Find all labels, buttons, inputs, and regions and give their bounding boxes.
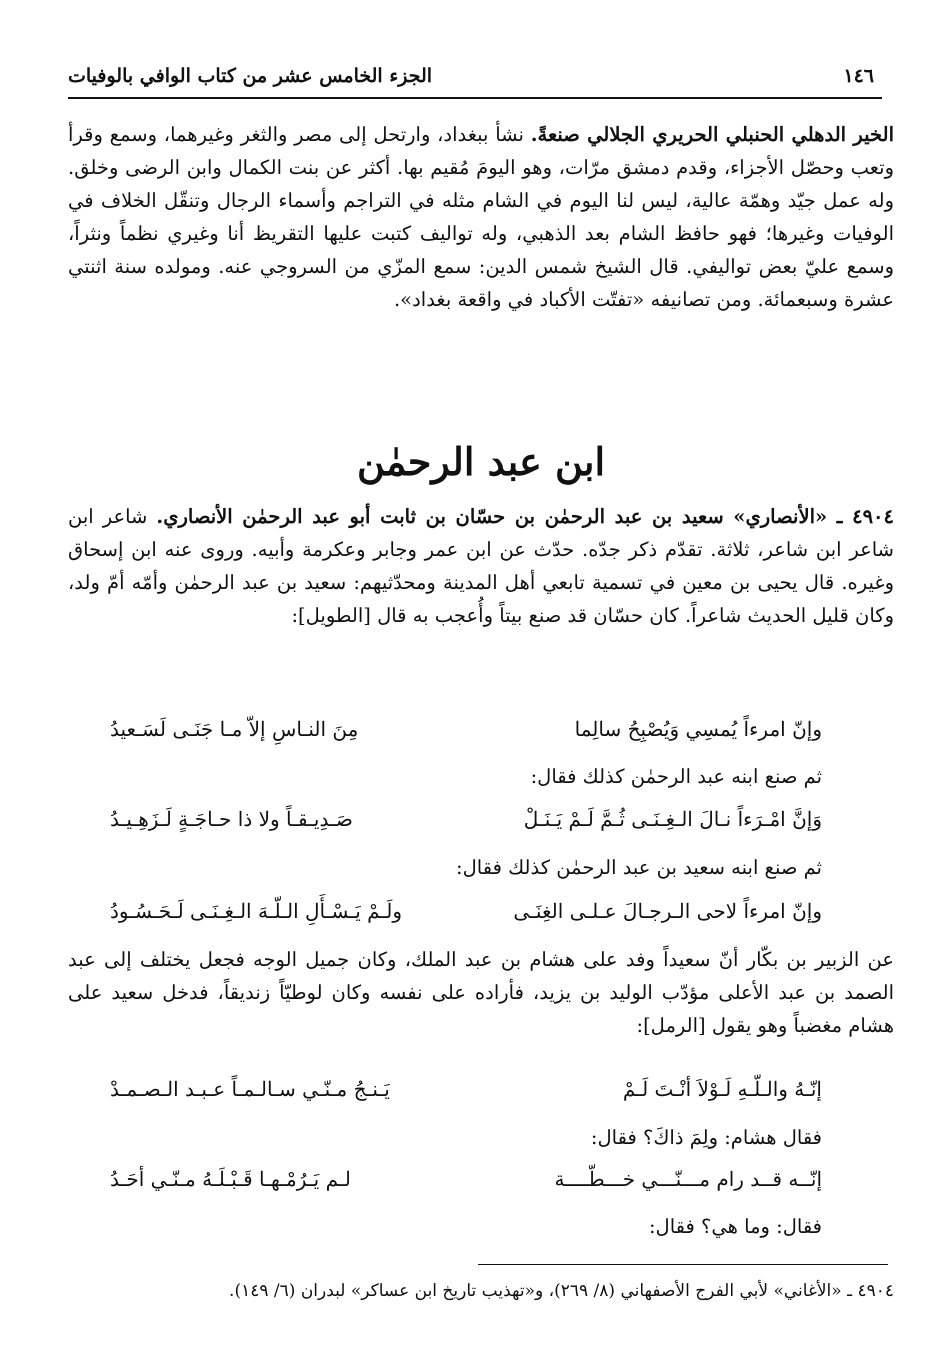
verse-hemistich-second: صَـدِيـقـاً ولا ذا حـاجَـةٍ لَـزَهِـيـدُ [110,807,353,831]
verse-hemistich-second: ولَـمْ يَـسْـأَلِ الـلّـهَ الـغِـنَـى لَـحَـسُـودُ [110,899,403,923]
verse-intro: ثم صنع ابنه عبد الرحمٰن كذلك فقال: [530,765,822,788]
verse-hemistich-first: وإنّ امرءاً يُمسِي وَيُصْبِحُ سالِما [574,717,822,741]
verse-intro: فقال: وما هي؟ فقال: [648,1215,822,1238]
verse-line [110,712,822,746]
verse-hemistich-second: لـم يَـرُمْـهـا قَـبْـلَـهُ مـنّـي أحَـدُ [110,1167,351,1191]
section-title: ابن عبد الرحمٰن [356,439,606,484]
verse-hemistich-first: إنّــه قــد رام مـــنّـــي خـــطّــــة [554,1167,822,1191]
verse-intro: فقال هشام: ولِمَ ذاكَ؟ فقال: [590,1126,822,1149]
verse-hemistich-second: مِنَ النـاسِ إلاّ مـا جَنَـى لَسَـعيدُ [110,717,359,741]
paragraph-zubayr: عن الزبير بن بكّار أنّ سعيداً وفد على هشام بن عبد الملك، وكان جميل الوجه فجعل يختلف إلى عبد الصمد بن عبد الأعلى مؤدّب الوليد بن يزيد، فأراده على نفسه وكان لوطيّاً زنديقاً، فدخل سعيد على هشام مغضباً وهو يقول [الرمل]: [68,948,894,1037]
footnote: ٤٩٠٤ ـ «الأغاني» لأبي الفرج الأصفهاني (٨/ ٢٦٩)، و«تهذيب تاريخ ابن عساكر» لبدران (٦/ ١٤٩). [229,1281,894,1301]
footnote-rule [478,1264,888,1265]
verse-line [110,894,822,928]
verse-line [110,1072,822,1106]
paragraph-text: نشأ ببغداد، وارتحل إلى مصر والثغر وغيرهما، وسمع وقرأ وتعب وحصّل الأجزاء، وقدم دمشق مرّات، وهو اليومَ مُقيم بها. أكثر عن بنت الكمال وابن الرضى وخلق. وله عمل جيّد وهمّة عالية، ليس لنا اليوم في الشام مثله في التراجم وأسماء الرجال وتنقّل الخلاف في الوفيات وغيرها؛ فهو حافظ الشام بعد الذهبي، وله تواليف كتبت عليها التقريظ أنا وغيري نظماً ونثراً، وسمع عليّ بعض تواليفي. قال الشيخ شمس الدين: سمع المزّي من السروجي عنه. ومولده سنة اثنتي عشرة وسبعمائة. ومن تصانيفه «تفتّت الأكباد في واقعة بغداد». [68,123,894,311]
page-number: ١٤٦ [843,65,874,87]
verse-line [110,1162,822,1196]
verse-intro: ثم صنع ابنه سعيد بن عبد الرحمٰن كذلك فقال: [456,856,822,879]
running-header [68,56,874,96]
entry-heading: ٤٩٠٤ ـ «الأنصاري» سعيد بن عبد الرحمٰن بن حسّان بن ثابت أبو عبد الرحمٰن الأنصاري. [156,505,895,528]
header-rule [68,97,882,99]
bold-lead: الخير الدهلي الحنبلي الحريري الجلالي صنعةً. [530,123,894,146]
verse-hemistich-first: وإنّ امرءاً لاحى الـرجـالَ عـلـى الغِنَـى [513,899,822,923]
running-title: الجزء الخامس عشر من كتاب الوافي بالوفيات [68,65,433,87]
verse-hemistich-first: وَإنَّ امْـرَءاً نـالَ الـغِـنَـى ثُـمَّ لَـمْ يَـنَـلْ [523,807,822,831]
entry-text: شاعر ابن شاعر ابن شاعر، ثلاثة. تقدّم ذكر جدّه. حدّث عن ابن عمر وجابر وعكرمة وأبيه. وروى عنه ابن إسحاق وغيره. قال يحيى بن معين في تسمية تابعي أهل المدينة ومحدّثيهم: سعيد بن عبد الرحمٰن وأمّه أمّ ولد، وكان قليل الحديث شاعراً. كان حسّان قد صنع بيتاً وأُعجب به قال [الطويل]: [68,505,894,627]
verse-hemistich-first: إنّـهُ والـلّـهِ لَـوْلاَ أنْـتَ لَـمْ [622,1077,822,1101]
paragraph-biography-end [68,118,894,316]
verse-hemistich-second: يَـنـجُ مـنّـي سـالـمـاً عـبـد الـصـمـدْ [110,1077,390,1101]
entry-4904 [68,500,894,632]
verse-line [110,802,822,836]
